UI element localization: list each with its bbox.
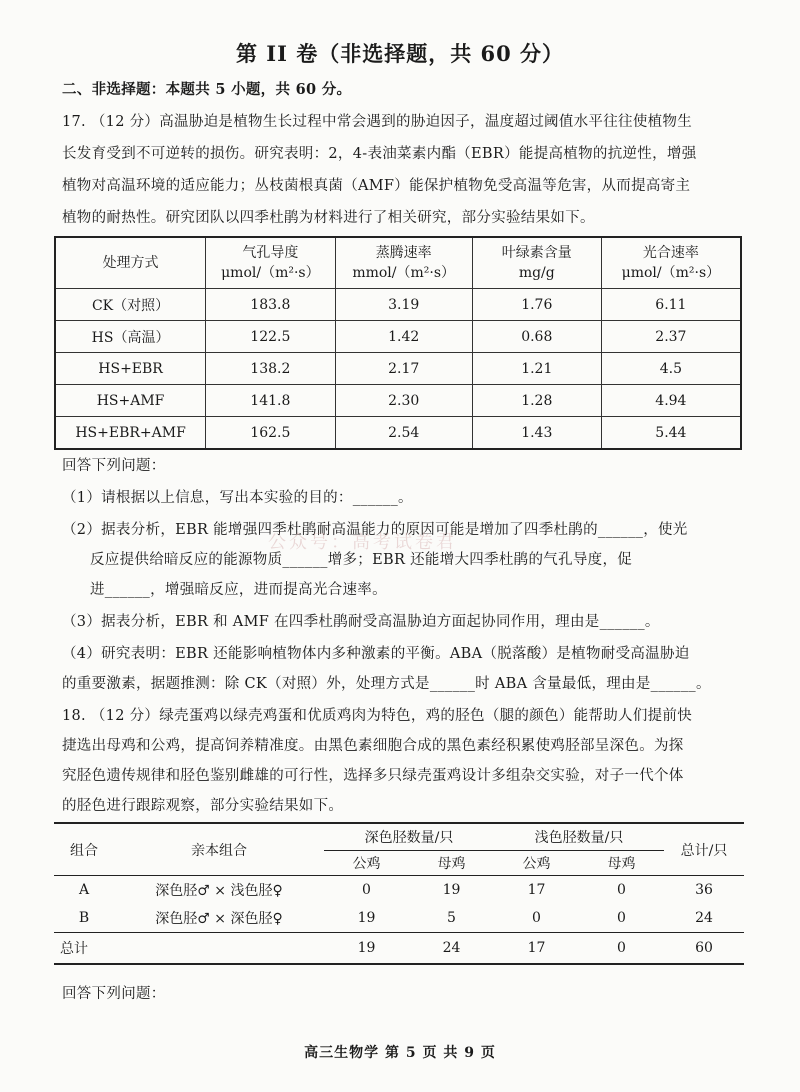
table-row — [55, 385, 741, 417]
table-cell: 4.94 — [601, 385, 741, 417]
table-cell: 19 — [442, 882, 461, 898]
table-cell: 1.43 — [472, 417, 601, 450]
col-header-parents: 亲本组合 — [114, 823, 324, 876]
q17-data-table — [54, 236, 742, 450]
table-cell: B — [78, 910, 90, 926]
table-header-row — [55, 237, 741, 289]
q18-line-4: 的胫色进行跟踪观察，部分实验结果如下。 — [62, 798, 344, 814]
watermark-text: 公众号：高考试卷君 — [268, 532, 457, 553]
table-cell: 总计 — [54, 933, 114, 965]
q17-sub1: （1）请根据以上信息，写出本实验的目的：______。 — [62, 490, 413, 506]
table-row — [54, 904, 744, 933]
col-header-light-shank: 浅色胫数量/只 — [494, 823, 664, 851]
table-cell: 2.37 — [601, 321, 741, 353]
table-cell: 0 — [532, 910, 541, 926]
table-cell: 0.68 — [472, 321, 601, 353]
q17-line-1: 17. （12 分）高温胁迫是植物生长过程中常会遇到的胁迫因子，温度超过阈值水平往往使植物生 — [62, 114, 693, 130]
q18-line-3: 究胫色遗传规律和胫色鉴别雌雄的可行性，选择多只绿壳蛋鸡设计多组杂交实验，对子一代个体 — [62, 768, 684, 784]
table-cell: 122.5 — [206, 321, 335, 353]
table-cell: 0 — [617, 882, 626, 898]
table-row — [54, 876, 744, 905]
table-cell: 138.2 — [206, 353, 335, 385]
col-header-transpiration: 蒸腾速率 mmol/（m²·s） — [335, 237, 472, 289]
table-row — [55, 417, 741, 450]
table-cell: 5 — [447, 910, 456, 926]
table-cell: 0 — [362, 882, 371, 898]
table-cell: 2.17 — [335, 353, 472, 385]
q17-sub4-line2: 的重要激素，据题推测：除 CK（对照）外，处理方式是______时 ABA 含量最低，理由是______。 — [62, 676, 711, 692]
table-cell: 17 — [494, 933, 579, 965]
q17-sub2-line3: 进______，增强暗反应，进而提高光合速率。 — [90, 582, 387, 598]
col-header-total: 总计/只 — [664, 823, 744, 876]
col-header-stomatal: 气孔导度 μmol/（m²·s） — [206, 237, 335, 289]
table-row — [55, 321, 741, 353]
q18-answer-prompt: 回答下列问题： — [62, 986, 166, 1002]
subheader-male: 公鸡 — [324, 851, 409, 876]
table-cell: 3.19 — [335, 289, 472, 321]
table-cell: 162.5 — [206, 417, 335, 450]
table-cell: CK（对照） — [55, 289, 206, 321]
table-cell: 1.42 — [335, 321, 472, 353]
table-header-row — [54, 823, 744, 851]
table-cell: 24 — [409, 933, 494, 965]
q17-line-2: 长发育受到不可逆转的损伤。研究表明：2，4-表油菜素内酯（EBR）能提高植物的抗逆性，增强 — [62, 146, 697, 162]
table-cell: 19 — [357, 910, 376, 926]
table-cell: 24 — [695, 910, 713, 926]
table-cell: 2.54 — [335, 417, 472, 450]
table-cell: 1.28 — [472, 385, 601, 417]
col-header-photosynthesis: 光合速率 μmol/（m²·s） — [601, 237, 741, 289]
page-footer: 高三生物学 第 5 页 共 9 页 — [304, 1045, 496, 1061]
q18-line-2: 捷选出母鸡和公鸡，提高饲养精准度。由黑色素细胞合成的黑色素经积累使鸡胫部呈深色。为探 — [62, 738, 684, 754]
q17-sub3: （3）据表分析，EBR 和 AMF 在四季杜鹃耐受高温胁迫方面起协同作用，理由是______。 — [62, 614, 660, 630]
q17-answer-prompt: 回答下列问题： — [62, 458, 166, 474]
subheader-female: 母鸡 — [579, 851, 664, 876]
table-cell: A — [78, 882, 90, 898]
table-cell: 183.8 — [206, 289, 335, 321]
q17-line-3: 植物对高温环境的适应能力；丛枝菌根真菌（AMF）能保护植物免受高温等危害，从而提高寄主 — [62, 178, 691, 194]
table-cell: 2.30 — [335, 385, 472, 417]
q17-sub4-line1: （4）研究表明：EBR 还能影响植物体内多种激素的平衡。ABA（脱落酸）是植物耐受高温胁迫 — [62, 646, 690, 662]
table-cell: HS+EBR+AMF — [55, 417, 206, 450]
table-cell: 4.5 — [601, 353, 741, 385]
q18-line-1: 18. （12 分）绿壳蛋鸡以绿壳鸡蛋和优质鸡肉为特色，鸡的胫色（腿的颜色）能帮助人们提前快 — [62, 708, 693, 724]
col-header-treatment: 处理方式 — [55, 237, 206, 289]
q18-data-table — [54, 822, 744, 965]
table-cell: 深色胫♂ × 深色胫♀ — [155, 911, 283, 927]
table-cell: 60 — [664, 933, 744, 965]
table-cell: 1.21 — [472, 353, 601, 385]
table-cell — [114, 933, 324, 965]
table-row — [55, 289, 741, 321]
table-cell: 深色胫♂ × 浅色胫♀ — [155, 883, 283, 899]
table-cell: 19 — [324, 933, 409, 965]
table-cell: 5.44 — [601, 417, 741, 450]
table-cell: 141.8 — [206, 385, 335, 417]
table-cell: HS（高温） — [55, 321, 206, 353]
subheader-male: 公鸡 — [494, 851, 579, 876]
table-total-row — [54, 933, 744, 965]
col-header-dark-shank: 深色胫数量/只 — [324, 823, 494, 851]
table-cell: HS+AMF — [55, 385, 206, 417]
col-header-chlorophyll: 叶绿素含量 mg/g — [472, 237, 601, 289]
table-cell: HS+EBR — [55, 353, 206, 385]
table-cell: 1.76 — [472, 289, 601, 321]
table-cell: 0 — [617, 910, 626, 926]
table-cell: 17 — [527, 882, 546, 898]
table-cell: 36 — [695, 882, 713, 898]
table-cell: 6.11 — [601, 289, 741, 321]
q17-sub2-line2: 反应提供给暗反应的能源物质______增多；EBR 还能增大四季杜鹃的气孔导度，促 — [90, 552, 633, 568]
section-header: 二、非选择题：本题共 5 小题，共 60 分。 — [62, 81, 352, 98]
table-cell: 0 — [579, 933, 664, 965]
q17-line-4: 植物的耐热性。研究团队以四季杜鹃为材料进行了相关研究，部分实验结果如下。 — [62, 210, 595, 226]
q17-sub2-line1: （2）据表分析，EBR 能增强四季杜鹃耐高温能力的原因可能是增加了四季杜鹃的______，使光 — [62, 522, 688, 538]
section-title: 第 II 卷（非选择题，共 60 分） — [235, 41, 565, 66]
table-row — [55, 353, 741, 385]
subheader-female: 母鸡 — [409, 851, 494, 876]
col-header-group: 组合 — [54, 823, 114, 876]
